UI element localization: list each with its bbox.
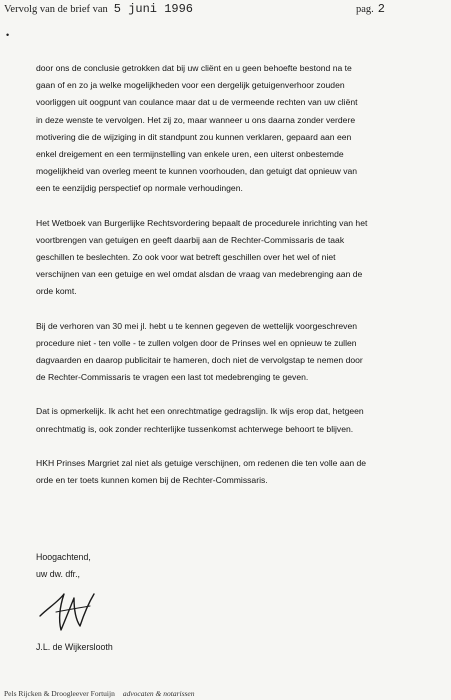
header-left xyxy=(4,2,193,16)
salutation: Hoogachtend, xyxy=(36,552,91,562)
text-line: voortbrengen van getuigen en geeft daarbij aan de Rechter-Commissaris de taak xyxy=(36,234,345,245)
text-line: procedure niet - ten volle - te zullen volgen door de Prinses wel en opnieuw te zullen xyxy=(36,337,357,348)
paragraph-4 xyxy=(36,403,438,437)
text-line: Bij de verhoren van 30 mei jl. hebt u te kennen gegeven de wettelijk voorgeschreven xyxy=(36,320,358,331)
text-line: orde en ter toets kunnen komen bij de Rechter-Commissaris. xyxy=(36,475,268,486)
page-label: pag. xyxy=(356,4,374,15)
header-date: 5 juni 1996 xyxy=(113,2,194,16)
closing-block xyxy=(36,549,91,583)
handwritten-signature xyxy=(30,586,110,636)
page-header xyxy=(4,2,447,16)
text-line: orde komt. xyxy=(36,286,77,297)
paragraph-5 xyxy=(36,455,438,489)
text-line: mogelijkheid van overleg meent te kunnen voorhouden, dan getuigt dat opnieuw van xyxy=(36,166,358,177)
page-number: 2 xyxy=(377,2,385,16)
text-line: Dat is opmerkelijk. Ik acht het een onrechtmatige gedragslijn. Ik wijs erop dat, hetgeen xyxy=(36,406,364,417)
sign-off: uw dw. dfr., xyxy=(36,569,81,579)
text-line: verschijnen van een getuige en wel omdat alsdan de vraag van medebrenging aan de xyxy=(36,269,363,280)
text-line: geschillen te beslechten. Zo ook voor wat betreft geschillen over het wel of niet xyxy=(36,252,336,263)
paragraph-2 xyxy=(36,215,438,301)
margin-mark: • xyxy=(6,30,10,40)
header-continuation-label: Vervolg van de brief van xyxy=(4,4,108,15)
letterhead-footer xyxy=(4,689,447,698)
text-line: de Rechter-Commissaris te vragen een last tot medebrenging te geven. xyxy=(36,372,309,383)
paragraph-1 xyxy=(36,60,438,198)
text-line: gaan of en zo ja welke mogelijkheden voor een dergelijk getuigenverhoor zouden xyxy=(36,80,345,91)
signer-name: J.L. de Wijkerslooth xyxy=(36,642,113,652)
text-line: HKH Prinses Margriet zal niet als getuige verschijnen, om redenen die ten volle aan de xyxy=(36,457,367,468)
firm-name: Pels Rijcken & Droogleever Fortuijn xyxy=(4,689,115,698)
text-line: onrechtmatig is, ook zonder rechterlijke tussenkomst achterwege behoort te blijven. xyxy=(36,423,354,434)
text-line: voorliggen uit oogpunt van coulance maar dat u de vermeende rechten van uw cliënt xyxy=(36,97,358,108)
header-page xyxy=(356,2,385,16)
paragraph-3 xyxy=(36,318,438,387)
text-line: dagvaarden en daarop publicitair te hameren, doch niet de vervolgstap te nemen door xyxy=(36,355,363,366)
text-line: enkel dreigement en een termijnstelling van enkele uren, een uiterst onbestemde xyxy=(36,149,344,160)
text-line: Het Wetboek van Burgerlijke Rechtsvordering bepaalt de procedurele inrichting van het xyxy=(36,217,368,228)
firm-tagline: advocaten & notarissen xyxy=(122,689,195,698)
text-line: door ons de conclusie getrokken dat bij uw cliënt en u geen behoefte bestond na te xyxy=(36,63,352,73)
letter-body xyxy=(36,60,438,506)
text-line: motivering die de wijziging in dit standpunt zou kunnen verklaren, gepaard aan een xyxy=(36,131,352,142)
text-line: een te eenzijdig perspectief op normale verhoudingen. xyxy=(36,183,243,194)
text-line: in deze wenste te vervolgen. Het zij zo, maar wanneer u ons daarna zonder verdere xyxy=(36,114,356,125)
